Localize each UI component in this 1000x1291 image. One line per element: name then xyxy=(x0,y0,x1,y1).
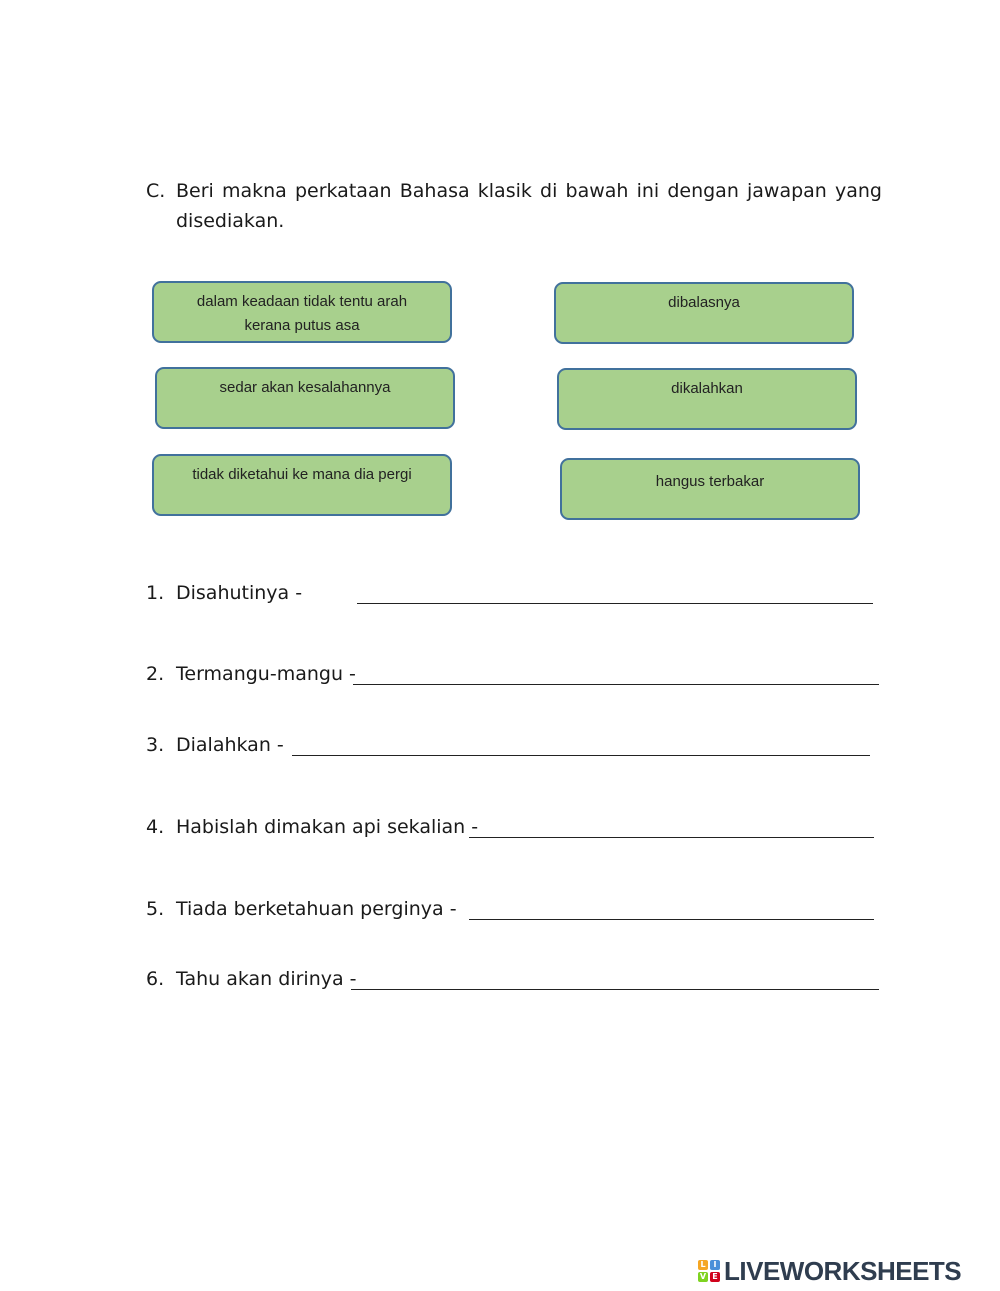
answer-input[interactable] xyxy=(353,660,879,684)
liveworksheets-logo-icon xyxy=(698,1260,720,1282)
answer-input[interactable] xyxy=(357,579,873,603)
answer-blank[interactable] xyxy=(469,895,874,920)
brand-name: LIVEWORKSHEETS xyxy=(724,1255,962,1286)
answer-box-label: hangus terbakar xyxy=(655,473,765,490)
answer-box[interactable] xyxy=(557,368,857,430)
answer-blank[interactable] xyxy=(353,660,879,685)
answer-box-label: dikalahkan xyxy=(671,380,743,397)
answer-input[interactable] xyxy=(292,731,870,755)
answer-blank[interactable] xyxy=(469,813,874,838)
question-number: 1. xyxy=(146,582,165,604)
question-number: 2. xyxy=(146,663,165,685)
answer-box[interactable] xyxy=(152,454,452,516)
answer-box-label: dibalasnya xyxy=(668,294,740,311)
question-number: 5. xyxy=(146,898,165,920)
question-number: 4. xyxy=(146,816,165,838)
logo-tile: L xyxy=(698,1260,708,1270)
logo-tile: I xyxy=(710,1260,720,1270)
answer-blank[interactable] xyxy=(357,579,873,604)
logo-tile: V xyxy=(699,1272,707,1281)
liveworksheets-brand[interactable] xyxy=(698,1256,961,1286)
answer-input[interactable] xyxy=(469,895,874,919)
question-number: 3. xyxy=(146,734,165,756)
answer-input[interactable] xyxy=(351,965,879,989)
question-label: Disahutinya - xyxy=(176,582,303,604)
question-label: Tiada berketahuan perginya - xyxy=(176,898,457,920)
question-number: 6. xyxy=(146,968,165,990)
answer-box-label: tidak diketahui ke mana dia pergi xyxy=(192,466,412,483)
question-label: Dialahkan - xyxy=(176,734,284,756)
logo-tile: E xyxy=(710,1272,720,1282)
answer-box-label: dalam keadaan tidak tentu arah kerana putus asa xyxy=(196,293,408,334)
answer-box[interactable] xyxy=(554,282,854,344)
answer-box[interactable] xyxy=(152,281,452,343)
question-label: Termangu-mangu - xyxy=(176,663,356,685)
answer-blank[interactable] xyxy=(351,965,879,990)
question-label: Tahu akan dirinya - xyxy=(176,968,357,990)
answer-box-label: sedar akan kesalahannya xyxy=(219,379,391,396)
question-label: Habislah dimakan api sekalian - xyxy=(176,816,479,838)
section-letter: C. xyxy=(146,180,166,202)
answer-input[interactable] xyxy=(469,813,874,837)
answer-box[interactable] xyxy=(560,458,860,520)
answer-box[interactable] xyxy=(155,367,455,429)
instruction-text: Beri makna perkataan Bahasa klasik di bawah ini dengan jawapan yang disediakan. xyxy=(176,180,882,232)
answer-blank[interactable] xyxy=(292,731,870,756)
instruction xyxy=(146,176,882,236)
